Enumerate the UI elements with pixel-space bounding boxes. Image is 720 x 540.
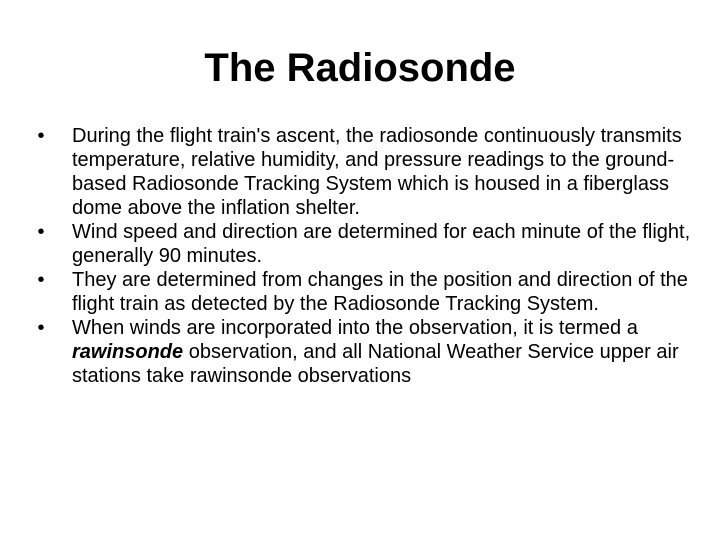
rawinsonde-emphasis: rawinsonde — [72, 341, 184, 363]
bullet-text: They are determined from changes in the position and direction of the flight train as detected by the Radiosonde Tracking System. — [72, 269, 688, 315]
bullet-icon: • — [37, 125, 45, 147]
bullet-list — [36, 124, 696, 388]
bullet-icon: • — [37, 221, 45, 243]
bullet-icon: • — [37, 269, 45, 291]
bullet-text: Wind speed and direction are determined for each minute of the flight, generally 90 minutes. — [72, 221, 691, 267]
bullet-text: During the flight train's ascent, the radiosonde continuously transmits temperature, relative humidity, and pressure readings to the ground-based Radiosonde Tracking System which is housed in a fiberglass dome above the inflation shelter. — [72, 125, 682, 219]
bullet-text-after-emphasis: observation, and all National Weather Service upper air stations take rawinsonde observations — [72, 341, 679, 387]
bullet-icon: • — [37, 317, 45, 339]
bullet-text-before-emphasis: When winds are incorporated into the observation, it is termed a — [72, 317, 638, 339]
slide-title: The Radiosonde — [204, 46, 516, 90]
bullet-item-wind-speed — [36, 220, 696, 268]
bullet-item-flight-train-ascent — [36, 124, 696, 220]
bullet-item-rawinsonde — [36, 316, 696, 388]
bullet-item-determined-from-changes — [36, 268, 696, 316]
